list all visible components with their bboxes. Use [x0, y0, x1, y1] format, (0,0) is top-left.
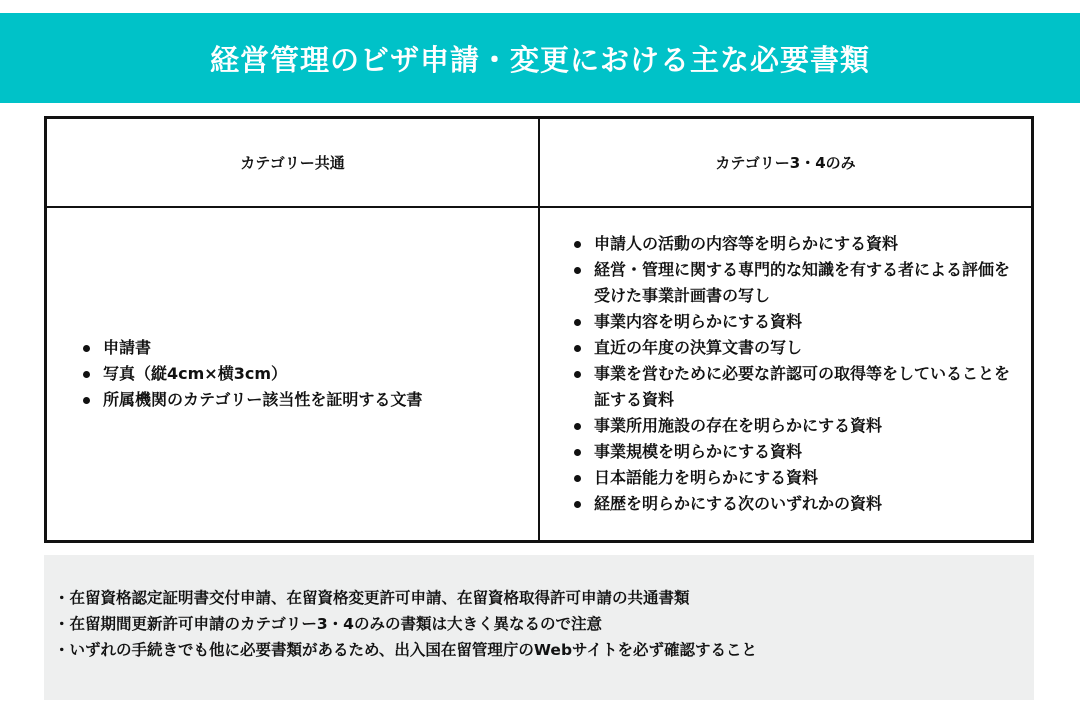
notes-box — [44, 555, 1034, 700]
documents-table — [44, 116, 1034, 543]
list-item: 事業内容を明らかにする資料 — [572, 309, 1011, 335]
list-item: 写真（縦4cm×横3cm） — [81, 361, 422, 387]
list-item: 所属機関のカテゴリー該当性を証明する文書 — [81, 387, 422, 413]
list-item: 事業を営むために必要な許認可の取得等をしていることを証する資料 — [572, 361, 1011, 413]
note-line: ・在留期間更新許可申請のカテゴリー3・4のみの書類は大きく異なるので注意 — [54, 615, 602, 633]
header-category34 — [540, 119, 1031, 208]
title-banner — [0, 13, 1080, 103]
note-line: ・在留資格認定証明書交付申請、在留資格変更許可申請、在留資格取得許可申請の共通書類 — [54, 589, 690, 607]
list-item: 経営・管理に関する専門的な知識を有する者による評価を受けた事業計画書の写し — [572, 257, 1011, 309]
page-title: 経営管理のビザ申請・変更における主な必要書類 — [209, 42, 870, 77]
list-item: 経歴を明らかにする次のいずれかの資料 — [572, 491, 1011, 517]
common-documents-list — [81, 335, 422, 413]
list-item: 事業所用施設の存在を明らかにする資料 — [572, 413, 1011, 439]
list-item: 直近の年度の決算文書の写し — [572, 335, 1011, 361]
category34-documents-cell — [540, 208, 1031, 540]
header-category34-label: カテゴリー3・4のみ — [715, 154, 856, 172]
list-item: 申請書 — [81, 335, 422, 361]
header-common — [47, 119, 540, 208]
list-item: 日本語能力を明らかにする資料 — [572, 465, 1011, 491]
list-item: 事業規模を明らかにする資料 — [572, 439, 1011, 465]
category34-documents-list — [572, 231, 1011, 517]
note-line: ・いずれの手続きでも他に必要書類があるため、出入国在留管理庁のWebサイトを必ず確認すること — [54, 641, 757, 659]
header-common-label: カテゴリー共通 — [240, 154, 345, 172]
list-item: 申請人の活動の内容等を明らかにする資料 — [572, 231, 1011, 257]
common-documents-cell — [47, 208, 540, 540]
